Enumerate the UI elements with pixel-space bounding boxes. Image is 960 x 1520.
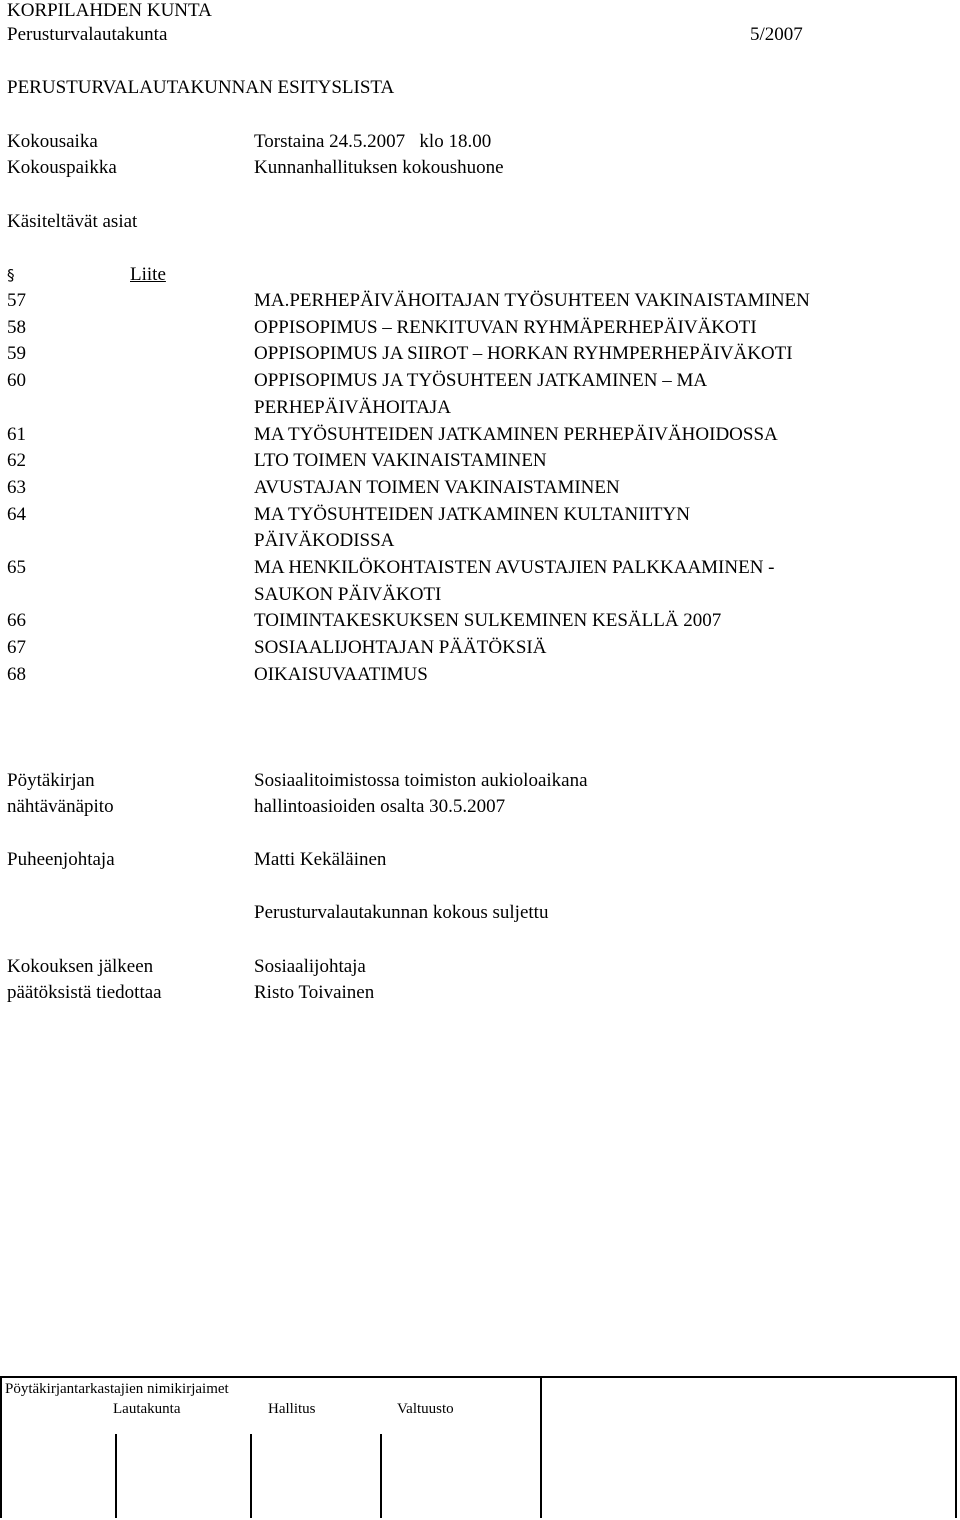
agenda-item-number: 59 (7, 343, 26, 365)
minutes-label-line-1: Pöytäkirjan (7, 770, 95, 791)
agenda-item-number: 62 (7, 450, 26, 472)
agenda-item-number: 63 (7, 476, 26, 498)
agenda-item-number: 65 (7, 557, 26, 578)
board-name: Perusturvalautakunta (7, 24, 168, 45)
meeting-time-label: Kokousaika (7, 131, 98, 152)
column-lautakunta: Lautakunta (113, 1401, 181, 1417)
chair-name: Matti Kekäläinen (254, 849, 387, 870)
agenda-item-title: TOIMINTAKESKUKSEN SULKEMINEN KESÄLLÄ 2007 (254, 610, 722, 632)
agenda-item-number: 67 (7, 637, 26, 659)
agenda-item-title: MA HENKILÖKOHTAISTEN AVUSTAJIEN PALKKAAMINEN - (254, 557, 775, 578)
minutes-value-line-1: Sosiaalitoimistossa toimiston aukioloaikana (254, 770, 588, 791)
agenda-item-number: 66 (7, 610, 26, 632)
agenda-item-title: OPPISOPIMUS – RENKITUVAN RYHMÄPERHEPÄIVÄKOTI (254, 316, 757, 338)
meeting-number: 5/2007 (750, 24, 803, 45)
notice-value-line-2: Risto Toivainen (254, 982, 375, 1003)
agenda-item-title: AVUSTAJAN TOIMEN VAKINAISTAMINEN (254, 476, 620, 498)
agenda-item-title: PÄIVÄKODISSA (254, 530, 395, 552)
box-left-border (0, 1376, 2, 1518)
agenda-item-number: 57 (7, 290, 26, 311)
agenda-item-title: PERHEPÄIVÄHOITAJA (254, 396, 451, 418)
agenda-item-title: MA TYÖSUHTEIDEN JATKAMINEN KULTANIITYN (254, 503, 690, 525)
attachment-header: Liite (130, 264, 166, 285)
signature-line-1 (115, 1434, 117, 1518)
agenda-item-title: SAUKON PÄIVÄKOTI (254, 583, 442, 605)
document-title: PERUSTURVALAUTAKUNNAN ESITYSLISTA (7, 77, 395, 98)
agenda-item-number: 60 (7, 370, 26, 392)
signature-line-2 (250, 1434, 252, 1518)
notice-label-line-1: Kokouksen jälkeen (7, 956, 154, 977)
agenda-item-title: OPPISOPIMUS JA TYÖSUHTEEN JATKAMINEN – MA (254, 370, 708, 392)
agenda-item-number: 64 (7, 503, 26, 525)
agenda-item-number: 68 (7, 663, 26, 685)
minutes-value-line-2: hallintoasioiden osalta 30.5.2007 (254, 796, 506, 817)
agenda-item-number: 61 (7, 423, 26, 445)
municipality-name: KORPILAHDEN KUNTA (7, 0, 212, 21)
minutes-label-line-2: nähtävänäpito (7, 796, 114, 817)
notice-value-line-1: Sosiaalijohtaja (254, 956, 366, 977)
agenda-item-title: OPPISOPIMUS JA SIIROT – HORKAN RYHMPERHEPÄIVÄKOTI (254, 343, 793, 365)
agenda-item-title: LTO TOIMEN VAKINAISTAMINEN (254, 450, 547, 472)
column-valtuusto: Valtuusto (397, 1401, 454, 1417)
meeting-place-value: Kunnanhallituksen kokoushuone (254, 157, 504, 178)
signature-line-3 (380, 1434, 382, 1518)
agenda-item-title: OIKAISUVAATIMUS (254, 663, 428, 685)
meeting-place-label: Kokouspaikka (7, 157, 117, 178)
chair-label: Puheenjohtaja (7, 849, 115, 870)
inspectors-initials-box (0, 1376, 960, 1518)
agenda-item-title: SOSIAALIJOHTAJAN PÄÄTÖKSIÄ (254, 637, 547, 659)
notice-label-line-2: päätöksistä tiedottaa (7, 982, 162, 1003)
agenda-item-title: MA TYÖSUHTEIDEN JATKAMINEN PERHEPÄIVÄHOIDOSSA (254, 423, 778, 445)
section-sign: § (7, 266, 15, 284)
box-divider (540, 1376, 542, 1518)
initials-box-title: Pöytäkirjantarkastajien nimikirjaimet (5, 1381, 229, 1397)
meeting-time-value: Torstaina 24.5.2007 klo 18.00 (254, 131, 492, 152)
agenda-item-number: 58 (7, 316, 26, 338)
meeting-closed-note: Perusturvalautakunnan kokous suljettu (254, 902, 549, 923)
agenda-heading: Käsiteltävät asiat (7, 211, 138, 232)
box-right-border (955, 1376, 957, 1518)
agenda-item-title: MA.PERHEPÄIVÄHOITAJAN TYÖSUHTEEN VAKINAISTAMINEN (254, 290, 810, 311)
column-hallitus: Hallitus (268, 1401, 316, 1417)
